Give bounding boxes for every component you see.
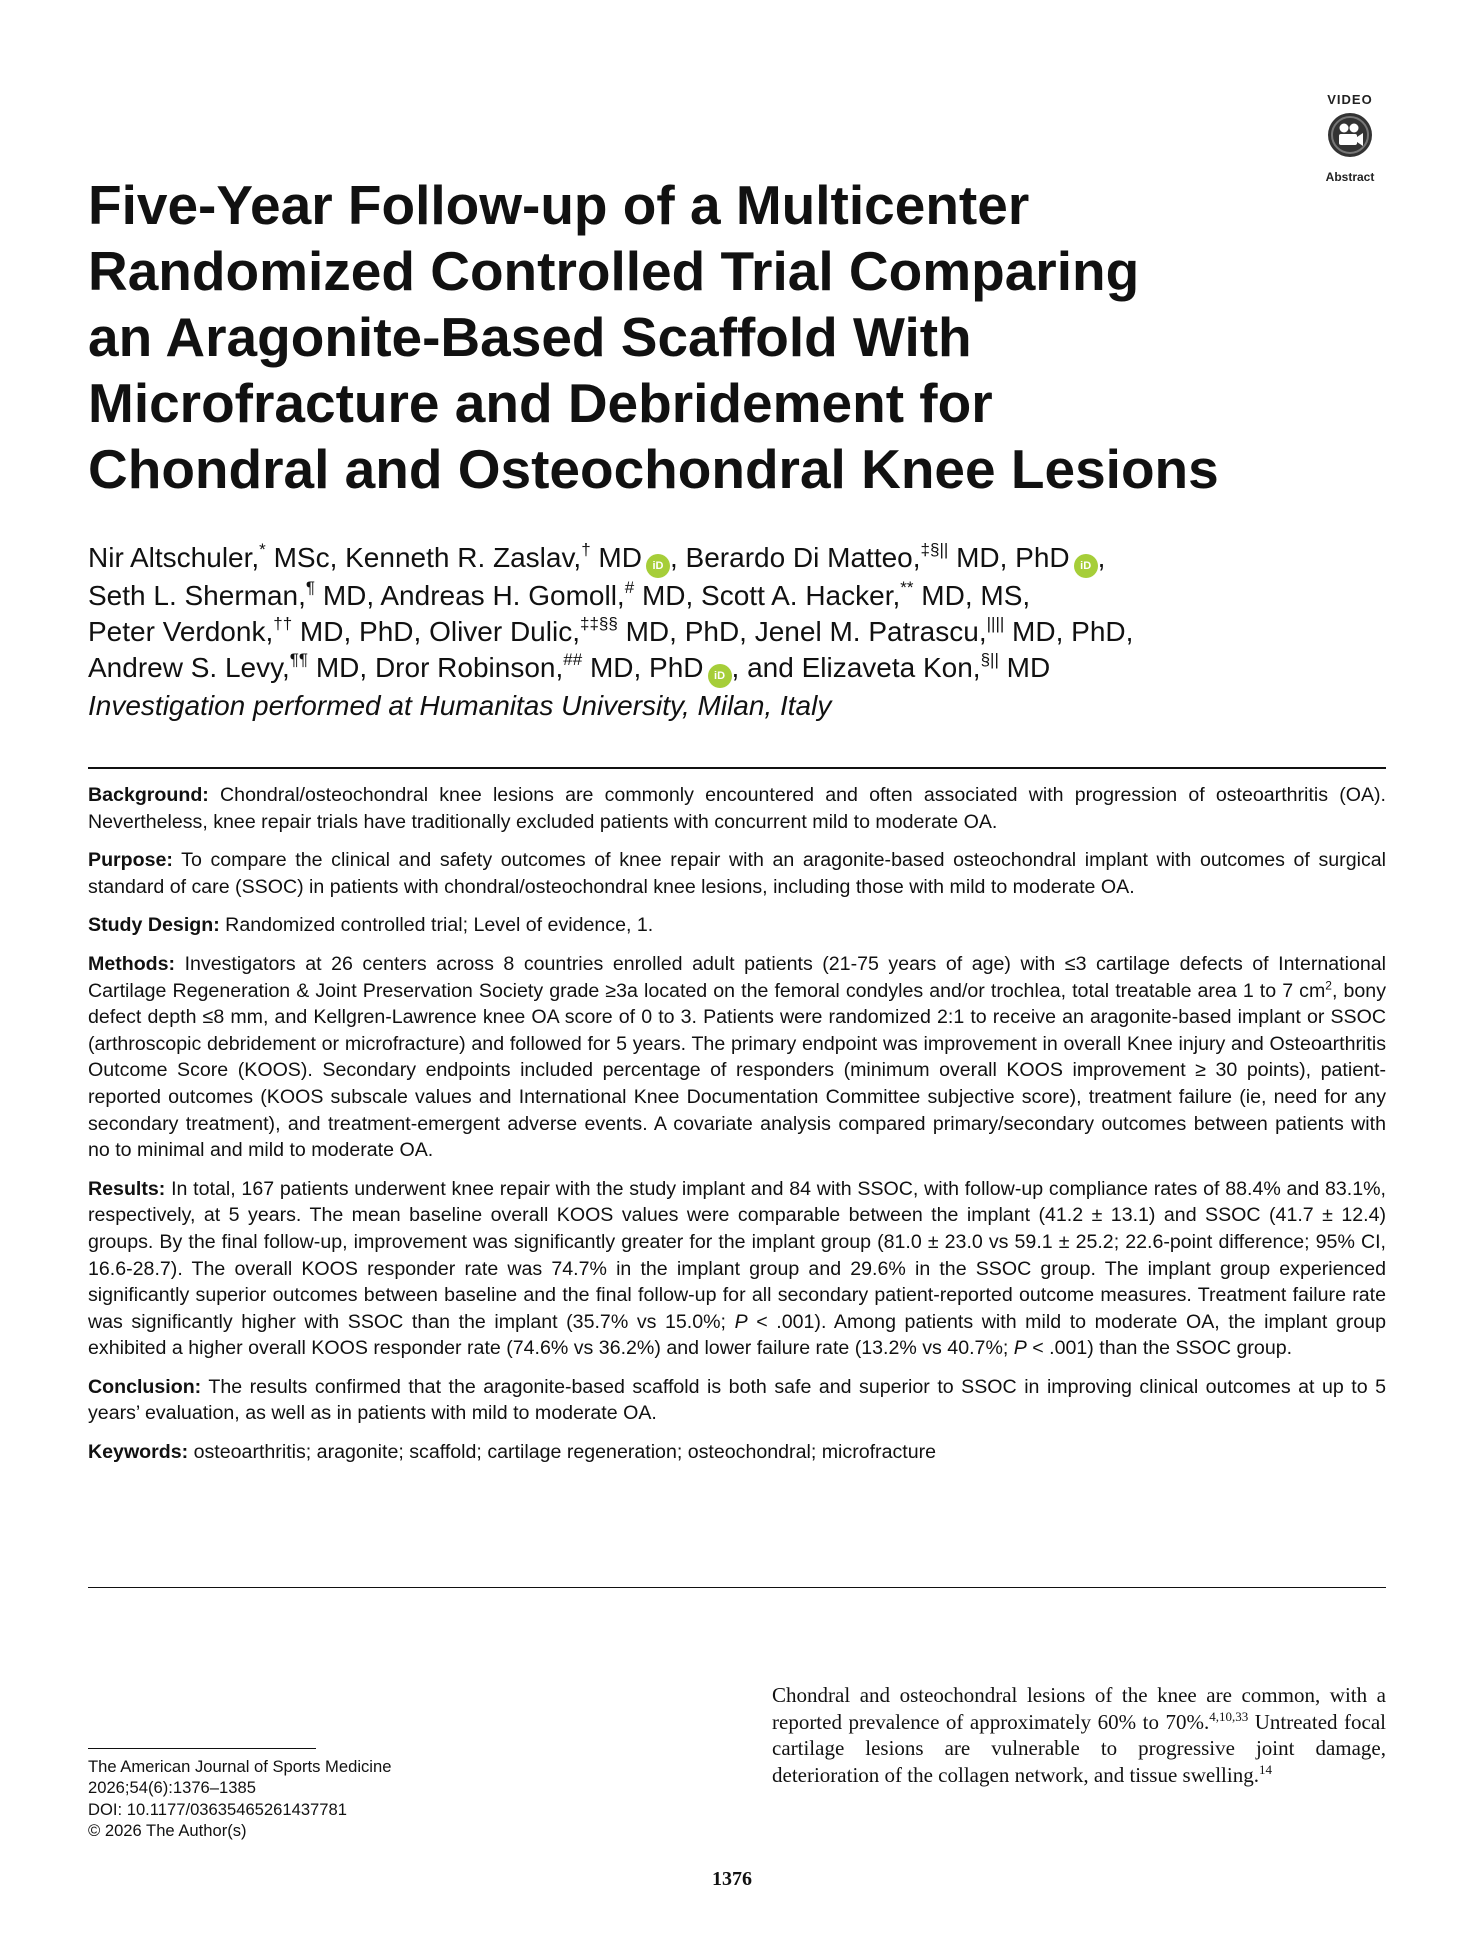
author-text: , and Elizaveta Kon,: [731, 652, 981, 683]
affiliation-marker: ##: [563, 649, 583, 669]
abstract-top-divider: [88, 767, 1386, 769]
affiliation-marker: #: [624, 577, 635, 597]
section-heading: Results:: [88, 1177, 166, 1200]
title-line: Five-Year Follow-up of a Multicenter: [88, 174, 1030, 236]
abstract-purpose: [88, 847, 1386, 900]
section-text: Randomized controlled trial; Level of evidence, 1.: [219, 914, 654, 937]
journal-volume: 2026;54(6):1376–1385: [88, 1778, 256, 1798]
author-line: [88, 540, 1388, 578]
abstract-results: [88, 1176, 1386, 1362]
section-text: In total, 167 patients underwent knee repair with the study implant and 84 with SSOC, with follow-up compliance rates of 88.4% and 83.1%, respectively, at 5 years. The mean baseline overall KOOS values were comparable between the implant (41.2 ± 13.1) and SSOC (41.7 ± 12.4) groups. By the final follow-up, improvement was significantly greater for the implant group (81.0 ± 23.0 vs 59.1 ± 25.2; 22.6-point difference; 95% CI, 16.6-28.7). The overall KOOS responder rate was 74.7% in the implant group and 29.6% in the SSOC group. The implant group experienced significantly superior outcomes between baseline and the final follow-up for all secondary patient-reported outcome measures. Treatment failure rate was significantly higher with SSOC than the implant (35.7% vs 15.0%;: [88, 1177, 1386, 1333]
abstract-keywords: [88, 1439, 1386, 1466]
section-text: < .001) than the SSOC group.: [1026, 1337, 1293, 1360]
affiliation-marker: §||: [980, 649, 999, 669]
journal-name: The American Journal of Sports Medicine: [88, 1757, 392, 1776]
section-heading: Keywords:: [88, 1441, 189, 1464]
affiliation-marker: †: [581, 539, 591, 559]
author-line: [88, 578, 1388, 614]
video-badge-sublabel: Abstract: [1325, 170, 1375, 184]
author-text: MD, Dror Robinson,: [308, 652, 564, 683]
citation-ref[interactable]: 4,10,33: [1209, 1708, 1249, 1724]
abstract-methods: [88, 951, 1386, 1164]
footnote-divider: [88, 1748, 316, 1749]
video-camera-icon: [1327, 112, 1373, 158]
section-heading: Purpose:: [88, 849, 173, 872]
section-heading: Conclusion:: [88, 1375, 202, 1398]
abstract-bottom-divider: [88, 1587, 1386, 1588]
intro-text: Untreated focal cartilage lesions are vulnerable to progressive joint damage, deterioration of the collagen network, and tissue swelling.: [772, 1709, 1386, 1787]
section-heading: Background:: [88, 784, 209, 806]
author-text: , Berardo Di Matteo,: [669, 542, 921, 573]
author-name: Nir Altschuler,: [88, 542, 260, 573]
author-line: [88, 614, 1388, 650]
affiliation-marker: ¶¶: [289, 649, 309, 669]
abstract-background: [88, 782, 1386, 835]
affiliation-marker: *: [259, 539, 266, 559]
affiliation-marker: ‡§||: [920, 539, 949, 559]
author-text: Peter Verdonk,: [88, 616, 274, 647]
title-line: Randomized Controlled Trial Comparing: [88, 240, 1140, 302]
orcid-icon[interactable]: iD: [708, 664, 732, 688]
video-badge-label: VIDEO: [1327, 92, 1373, 107]
p-value-symbol: P: [734, 1310, 748, 1333]
introduction-paragraph: [772, 1682, 1386, 1788]
author-list: [88, 540, 1388, 724]
p-value-symbol: P: [1013, 1337, 1027, 1360]
title-line: Microfracture and Debridement for: [88, 372, 993, 434]
section-text: < .001). Among patients with mild to moderate OA, the implant group exhibited a higher overall KOOS responder rate (74.6% vs 36.2%) and lower failure rate (13.2% vs 40.7%;: [88, 1310, 1386, 1360]
abstract-study-design: [88, 912, 1386, 939]
section-text: The results confirmed that the aragonite-based scaffold is both safe and superior to SSOC in improving clinical outcomes at up to 5 years’ evaluation, as well as in patients with mild to moderate OA.: [88, 1375, 1386, 1425]
affiliation-marker: ¶: [305, 577, 316, 597]
section-text: Investigators at 26 centers across 8 countries enrolled adult patients (21-75 years of age) with ≤3 cartilage defects of International Cartilage Regeneration & Joint Preservation Society grade ≥3a located on the femoral condyles and/or trochlea, total treatable area 1 to 7 cm: [88, 952, 1386, 1002]
author-text: MD, PhD: [582, 652, 704, 683]
abstract: [88, 782, 1386, 1478]
author-line: [88, 650, 1388, 688]
section-text: , bony defect depth ≤8 mm, and Kellgren-Lawrence knee OA score of 0 to 3. Patients were randomized 2:1 to receive an aragonite-based implant or SSOC (arthroscopic debridement or microfracture) and followed for 5 years. The primary endpoint was improvement in overall Knee injury and Osteoarthritis Outcome Score (KOOS). Secondary endpoints included percentage of responders (minimum overall KOOS improvement ≥ 30 points), patient-reported outcomes (KOOS subscale values and International Knee Documentation Committee subjective score), treatment failure (ie, need for any secondary treatment), and treatment-emergent adverse events. A covariate analysis compared primary/secondary outcomes between patients with no to minimal and mild to moderate OA.: [88, 979, 1386, 1162]
article-title: [88, 172, 1368, 502]
author-text: MD, MS,: [913, 580, 1031, 611]
affiliation-marker: ††: [273, 613, 293, 633]
affiliation-marker: ‡‡§§: [579, 613, 618, 633]
author-text: MD, Andreas H. Gomoll,: [315, 580, 625, 611]
author-text: MD, PhD,: [1004, 616, 1134, 647]
author-text: MD, PhD: [948, 542, 1070, 573]
orcid-icon[interactable]: iD: [1074, 554, 1098, 578]
superscript: 2: [1325, 978, 1332, 993]
journal-copyright: © 2026 The Author(s): [88, 1821, 247, 1841]
journal-info: [88, 1756, 391, 1842]
author-text: Andrew S. Levy,: [88, 652, 290, 683]
author-text: MD, PhD, Jenel M. Patrascu,: [617, 616, 987, 647]
section-text: Chondral/osteochondral knee lesions are commonly encountered and often associated with progression of osteoarthritis (OA). Nevertheless, knee repair trials have traditionally excluded patients with concurrent mild to moderate OA.: [88, 784, 1386, 833]
author-text: MD: [998, 652, 1051, 683]
page-number: 1376: [712, 1868, 752, 1890]
affiliation-marker: ||||: [986, 613, 1005, 633]
title-line: an Aragonite-Based Scaffold With: [88, 306, 972, 368]
author-text: MD, PhD, Oliver Dulic,: [292, 616, 580, 647]
journal-doi[interactable]: DOI: 10.1177/03635465261437781: [88, 1799, 347, 1819]
section-text: To compare the clinical and safety outcomes of knee repair with an aragonite-based osteochondral implant with outcomes of surgical standard of care (SSOC) in patients with chondral/osteochondral knee lesions, including those with mild to moderate OA.: [88, 849, 1386, 898]
author-text: MSc, Kenneth R. Zaslav,: [265, 542, 582, 573]
intro-text: Chondral and osteochondral lesions of the knee are common, with a reported prevalence of approximately 60% to 70%.: [772, 1683, 1386, 1734]
citation-ref[interactable]: 14: [1258, 1761, 1272, 1777]
author-text: MD, Scott A. Hacker,: [634, 580, 901, 611]
author-text: ,: [1097, 542, 1106, 573]
abstract-conclusion: [88, 1374, 1386, 1427]
institution-line: Investigation performed at Humanitas University, Milan, Italy: [88, 690, 832, 721]
author-text: Seth L. Sherman,: [88, 580, 306, 611]
affiliation-marker: **: [900, 577, 914, 597]
section-heading: Methods:: [88, 952, 176, 975]
author-text: MD: [590, 542, 642, 573]
title-line: Chondral and Osteochondral Knee Lesions: [88, 438, 1219, 500]
keywords-text: osteoarthritis; aragonite; scaffold; cartilage regeneration; osteochondral; microfracture: [188, 1441, 937, 1464]
section-heading: Study Design:: [88, 914, 220, 937]
orcid-icon[interactable]: iD: [646, 554, 670, 578]
